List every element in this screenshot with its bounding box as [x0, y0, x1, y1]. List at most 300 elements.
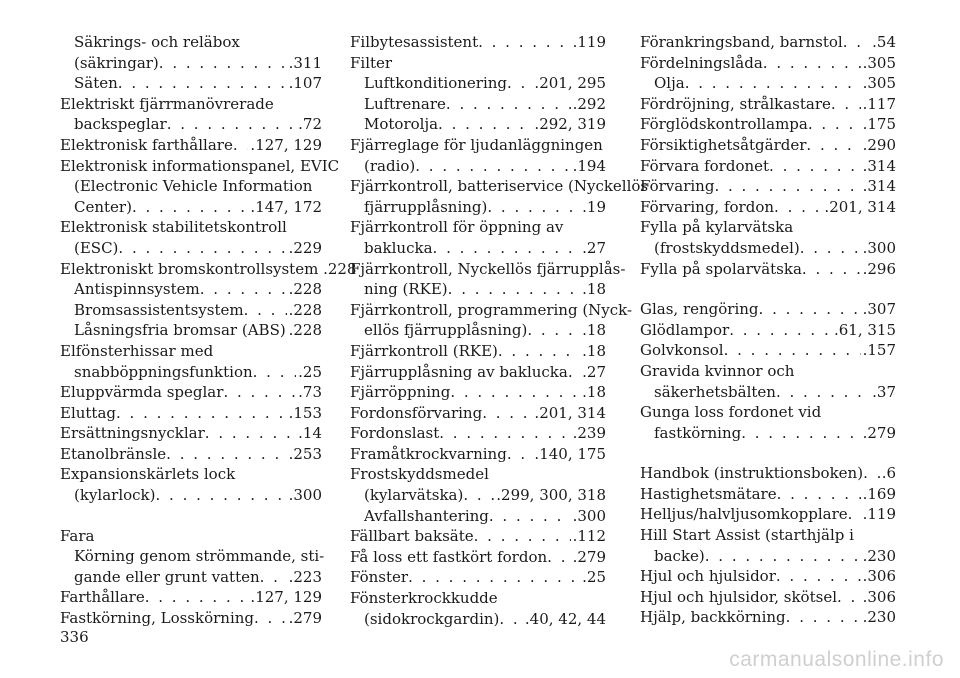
page-reference: .300: [862, 238, 896, 257]
index-entry: [350, 53, 606, 94]
index-entry: [640, 217, 896, 258]
index-entry: [60, 382, 322, 403]
page-reference: .117: [862, 94, 896, 113]
index-line: [60, 114, 322, 135]
index-term: Hjul och hjulsidor, skötsel: [640, 587, 837, 606]
index-entry: [350, 300, 633, 341]
dot-leader: [439, 423, 570, 444]
dot-leader: [507, 73, 532, 94]
index-term: Hill Start Assist (starthjälp i: [640, 526, 854, 545]
page-reference: .307: [862, 300, 896, 319]
page-reference: .119: [572, 33, 606, 51]
index-entry: [60, 341, 322, 382]
page-reference: .229: [288, 238, 322, 257]
index-line: [350, 53, 606, 74]
index-line: [350, 588, 606, 609]
index-line: [60, 362, 322, 383]
index-line: [350, 382, 606, 403]
index-term: Förglödskontrollampa: [640, 115, 808, 134]
page-reference: .18: [582, 280, 606, 299]
index-entry: [60, 279, 322, 300]
index-term: Elektroniskt bromskontrollsystem .228: [60, 259, 357, 278]
dot-leader: [527, 320, 580, 341]
dot-leader: [769, 156, 861, 177]
page-reference: .296: [862, 259, 896, 278]
dot-leader: [156, 485, 287, 506]
section-gap: [60, 506, 322, 526]
page-reference: .228: [288, 321, 322, 340]
index-term: (frostskyddsmedel): [654, 238, 800, 257]
index-entry: [60, 300, 322, 321]
index-term: Elfönsterhissar med: [60, 341, 214, 360]
index-entry: [60, 403, 322, 424]
page-reference: .54: [872, 33, 896, 51]
index-term: (säkringar): [74, 53, 159, 72]
index-term: Förankringsband, barnstol: [640, 33, 843, 51]
index-term: Fjärrupplåsning av baklucka: [350, 362, 568, 381]
index-entry: [640, 587, 896, 608]
index-entry: [350, 176, 649, 217]
index-term: fjärrupplåsning): [364, 197, 488, 216]
index-entry: [640, 361, 896, 402]
dot-leader: [806, 135, 860, 156]
index-line: [60, 403, 322, 424]
index-term: Hjul och hjulsidor: [640, 567, 776, 586]
dot-leader: [253, 362, 297, 383]
index-line: [640, 135, 896, 156]
index-entry: [350, 526, 606, 547]
index-term: Hjälp, backkörning: [640, 608, 786, 627]
dot-leader: [808, 114, 861, 135]
index-line: [350, 259, 626, 280]
index-entry: [60, 217, 322, 258]
index-entry: [350, 547, 606, 568]
index-entry: [350, 588, 606, 629]
index-entry: [350, 135, 606, 176]
index-line: [60, 485, 322, 506]
dot-leader: [145, 587, 249, 608]
index-term: Gunga loss fordonet vid: [640, 403, 822, 422]
index-entry: [60, 156, 340, 218]
page-reference: .279: [862, 423, 896, 442]
index-term: Fjärrkontroll för öppning av: [350, 218, 564, 237]
index-line: [350, 135, 606, 156]
dot-leader: [482, 403, 532, 424]
index-line: [350, 485, 606, 506]
index-entry: [640, 463, 896, 484]
index-line: [350, 362, 606, 383]
dot-leader: [776, 382, 870, 403]
index-line: [350, 217, 606, 238]
page-reference: .107: [288, 74, 322, 93]
page-reference: .140, 175: [534, 444, 606, 463]
index-term: Olja: [654, 74, 685, 93]
page-reference: .201, 295: [534, 74, 606, 93]
dot-leader: [463, 485, 494, 506]
index-entry: [60, 320, 322, 341]
page-reference: .292: [572, 94, 606, 113]
dot-leader: [448, 279, 580, 300]
index-entry: [350, 217, 606, 258]
dot-leader: [244, 300, 287, 321]
index-line: [350, 156, 606, 177]
index-line: [640, 340, 896, 361]
section-gap: [640, 279, 896, 299]
index-term: Motorolja: [364, 115, 439, 134]
dot-leader: [116, 403, 287, 424]
dot-leader: [260, 567, 287, 588]
index-term: backspeglar: [74, 115, 167, 134]
index-line: [350, 341, 606, 362]
index-entry: [350, 403, 606, 424]
page-reference: .19: [582, 197, 606, 216]
index-entry: [640, 73, 896, 94]
index-entry: [640, 197, 896, 218]
index-line: [350, 73, 606, 94]
index-entry: [350, 362, 606, 383]
index-term: Fjärrkontroll, batteriservice (Nyckellös: [350, 177, 649, 196]
index-term: Fjärröppning: [350, 383, 451, 402]
index-line: [640, 587, 896, 608]
dot-leader: [223, 382, 296, 403]
index-term: Framåtkrockvarning: [350, 444, 507, 463]
index-term: Eluppvärmda speglar: [60, 383, 224, 402]
page-reference: .37: [872, 382, 896, 401]
index-entry: [640, 32, 896, 53]
dot-leader: [167, 114, 296, 135]
page-reference: .175: [862, 115, 896, 134]
index-line: [350, 197, 606, 218]
index-column-3: [640, 32, 896, 628]
index-line: [640, 546, 896, 567]
index-entry: [640, 484, 896, 505]
page-reference: .239: [572, 424, 606, 443]
index-line: [60, 32, 322, 53]
index-entry: [60, 259, 357, 280]
index-term: Säten: [74, 74, 118, 93]
index-term: Elektronisk informationspanel, EVIC: [60, 156, 340, 175]
index-term: Fylla på kylarvätska: [640, 218, 794, 237]
dot-leader: [685, 73, 861, 94]
index-term: Körning genom strömmande, sti-: [74, 547, 325, 566]
index-entry: [350, 341, 606, 362]
index-entry: [350, 567, 606, 588]
index-term: Filbytesassistent: [350, 33, 479, 51]
index-term: Fylla på spolarvätska: [640, 259, 802, 278]
index-term: Center): [74, 197, 132, 216]
index-line: [350, 547, 606, 568]
index-line: [350, 423, 606, 444]
page-reference: .153: [288, 403, 322, 422]
index-line: [640, 320, 896, 341]
index-line: [640, 361, 896, 382]
index-term: Fara: [60, 526, 95, 545]
index-term: Etanolbränsle: [60, 444, 167, 463]
index-entry: [350, 506, 606, 527]
index-entry: [60, 608, 322, 629]
index-term: Förvaring: [640, 177, 715, 196]
index-line: [60, 217, 322, 238]
index-line: [60, 135, 322, 156]
index-term: fastkörning: [654, 423, 742, 442]
index-line: [640, 53, 896, 74]
page-reference: .314: [862, 177, 896, 196]
index-term: Få loss ett fastkört fordon: [350, 547, 548, 566]
page-reference: .61, 315: [833, 320, 896, 339]
index-entry: [640, 53, 896, 74]
index-term: säkerhetsbälten: [654, 382, 776, 401]
dot-leader: [837, 587, 861, 608]
page-reference: .223: [288, 567, 322, 586]
index-term: Handbok (instruktionsboken): [640, 464, 864, 483]
index-term: Eluttag: [60, 403, 117, 422]
dot-leader: [759, 299, 861, 320]
index-line: [350, 238, 606, 259]
index-entry: [640, 299, 896, 320]
index-entry: [640, 607, 896, 628]
index-line: [350, 279, 606, 300]
index-term: Fällbart baksäte: [350, 527, 474, 546]
index-term: Låsningsfria bromsar (ABS): [74, 321, 286, 340]
index-term: Luftkonditionering: [364, 74, 508, 93]
index-term: backe): [654, 546, 705, 565]
dot-leader: [729, 320, 832, 341]
index-line: [350, 464, 606, 485]
page-reference: .311: [288, 53, 322, 72]
index-line: [640, 566, 896, 587]
page-reference: .127, 129: [250, 588, 322, 607]
index-term: Expansionskärlets lock: [60, 465, 236, 484]
index-line: [640, 73, 896, 94]
index-entry: [640, 566, 896, 587]
index-entry: [60, 526, 325, 588]
index-term: Fönsterkrockkudde: [350, 589, 498, 608]
index-entry: [350, 444, 606, 465]
page-reference: .306: [862, 587, 896, 606]
index-line: [640, 382, 896, 403]
index-term: Fordonsförvaring: [350, 403, 483, 422]
dot-leader: [705, 546, 861, 567]
index-line: [350, 609, 606, 630]
dot-leader: [724, 340, 861, 361]
index-line: [640, 94, 896, 115]
index-term: Elektronisk stabilitetskontroll: [60, 218, 287, 237]
page-reference: .6: [881, 464, 896, 483]
index-line: [60, 156, 340, 177]
page-reference: .292, 319: [534, 115, 606, 134]
index-line: [640, 114, 896, 135]
page-reference: .314: [862, 156, 896, 175]
index-entry: [60, 587, 322, 608]
dot-leader: [831, 94, 861, 115]
index-line: [640, 423, 896, 444]
index-line: [60, 382, 322, 403]
index-entry: [640, 525, 896, 566]
index-entry: [640, 156, 896, 177]
index-line: [60, 464, 322, 485]
index-entry: [60, 94, 322, 135]
index-line: [640, 259, 896, 280]
page-reference: .14: [298, 424, 322, 443]
index-entry: [350, 423, 606, 444]
page-reference: .201, 314: [824, 197, 896, 216]
index-term: Glödlampor: [640, 320, 730, 339]
index-term: Antispinnsystem: [74, 280, 200, 299]
index-term: Säkrings- och reläbox: [74, 33, 240, 51]
index-line: [640, 484, 896, 505]
dot-leader: [159, 53, 287, 74]
page-reference: .40, 42, 44: [524, 609, 606, 628]
index-line: [350, 506, 606, 527]
page-reference: .18: [582, 341, 606, 360]
index-entry: [640, 114, 896, 135]
index-term: gande eller grunt vatten: [74, 567, 260, 586]
page-reference: .112: [572, 527, 606, 546]
index-term: (sidokrockgardin): [364, 609, 500, 628]
index-term: Luftrenare: [364, 94, 446, 113]
index-line: [350, 403, 606, 424]
dot-leader: [415, 156, 570, 177]
index-column-1: [60, 32, 357, 629]
index-line: [60, 94, 322, 115]
page-reference: .299, 300, 318: [496, 486, 606, 505]
index-line: [60, 197, 322, 218]
dot-leader: [777, 484, 861, 505]
page-reference: .27: [582, 362, 606, 381]
page-reference: .228: [288, 280, 322, 299]
dot-leader: [776, 566, 861, 587]
index-entry: [640, 320, 896, 341]
index-term: Elektriskt fjärrmanövrerade: [60, 94, 274, 113]
index-line: [350, 444, 606, 465]
page-reference: .230: [862, 546, 896, 565]
index-term: Fönster: [350, 568, 409, 587]
index-term: Försiktighetsåtgärder: [640, 135, 807, 154]
index-line: [640, 238, 896, 259]
page-reference: .300: [288, 486, 322, 505]
index-line: [60, 526, 322, 547]
index-entry: [350, 94, 606, 115]
index-term: ellös fjärrupplåsning): [364, 321, 528, 340]
dot-leader: [547, 547, 570, 568]
index-line: [350, 300, 633, 321]
index-entry: [640, 135, 896, 156]
index-term: Hastighetsmätare: [640, 484, 777, 503]
dot-leader: [498, 341, 580, 362]
index-entry: [640, 94, 896, 115]
index-line: [640, 156, 896, 177]
dot-leader: [489, 506, 571, 527]
dot-leader: [478, 32, 570, 53]
index-line: [60, 176, 322, 197]
dot-leader: [254, 608, 287, 629]
dot-leader: [474, 526, 571, 547]
dot-leader: [118, 238, 286, 259]
index-term: Fjärrkontroll, programmering (Nyck-: [350, 300, 633, 319]
index-entry: [60, 32, 322, 73]
section-gap: [640, 443, 896, 463]
page-reference: .230: [862, 608, 896, 627]
page-reference: .27: [582, 238, 606, 257]
dot-leader: [774, 197, 822, 218]
index-line: [60, 423, 322, 444]
page-number: 336: [60, 628, 89, 646]
page-reference: .25: [298, 362, 322, 381]
index-line: [60, 608, 322, 629]
index-entry: [640, 259, 896, 280]
index-line: [350, 32, 606, 53]
index-term: Fordonslast: [350, 424, 440, 443]
index-line: [640, 402, 896, 423]
index-line: [640, 299, 896, 320]
index-line: [60, 587, 322, 608]
index-line: [60, 320, 322, 341]
dot-leader: [800, 238, 861, 259]
index-line: [60, 73, 322, 94]
index-term: Ersättningsnycklar: [60, 424, 205, 443]
index-line: [350, 526, 606, 547]
index-line: [60, 300, 322, 321]
index-term: Elektronisk farthållare: [60, 135, 233, 154]
index-line: [60, 546, 325, 567]
index-term: (kylarlock): [74, 486, 156, 505]
dot-leader: [438, 114, 532, 135]
index-term: Bromsassistentsystem: [74, 300, 244, 319]
index-term: snabböppningsfunktion: [74, 362, 253, 381]
page-reference: .300: [572, 506, 606, 525]
index-term: Fjärrkontroll (RKE): [350, 341, 498, 360]
page-reference: .72: [298, 115, 322, 134]
index-entry: [60, 73, 322, 94]
page-reference: .25: [582, 568, 606, 587]
index-line: [350, 567, 606, 588]
page-reference: .305: [862, 74, 896, 93]
index-term: Golvkonsol: [640, 341, 724, 360]
index-entry: [640, 176, 896, 197]
index-line: [60, 341, 322, 362]
index-entry: [350, 382, 606, 403]
index-term: (ESC): [74, 238, 119, 257]
page-reference: .194: [572, 156, 606, 175]
index-entry: [640, 504, 896, 525]
index-line: [350, 320, 606, 341]
dot-leader: [433, 238, 581, 259]
index-line: [60, 53, 322, 74]
index-term: Fjärrkontroll, Nyckellös fjärrupplås-: [350, 259, 626, 278]
index-term: Glas, rengöring: [640, 300, 759, 319]
index-term: Förvaring, fordon: [640, 197, 775, 216]
index-line: [640, 525, 896, 546]
page-reference: .157: [862, 341, 896, 360]
index-term: Avfallshantering: [364, 506, 489, 525]
index-term: (kylarvätska): [364, 486, 464, 505]
index-entry: [60, 135, 322, 156]
index-entry: [60, 464, 322, 505]
dot-leader: [863, 463, 880, 484]
index-term: Fördröjning, strålkastare: [640, 94, 831, 113]
dot-leader: [487, 197, 580, 218]
index-line: [640, 176, 896, 197]
index-term: Gravida kvinnor och: [640, 361, 795, 380]
index-entry: [640, 402, 896, 443]
dot-leader: [132, 197, 248, 218]
index-entry: [350, 464, 606, 505]
index-entry: [640, 340, 896, 361]
index-term: Fjärreglage för ljudanläggningen: [350, 135, 603, 154]
index-line: [60, 567, 322, 588]
index-term: (radio): [364, 156, 416, 175]
index-term: Fördelningslåda: [640, 53, 763, 72]
